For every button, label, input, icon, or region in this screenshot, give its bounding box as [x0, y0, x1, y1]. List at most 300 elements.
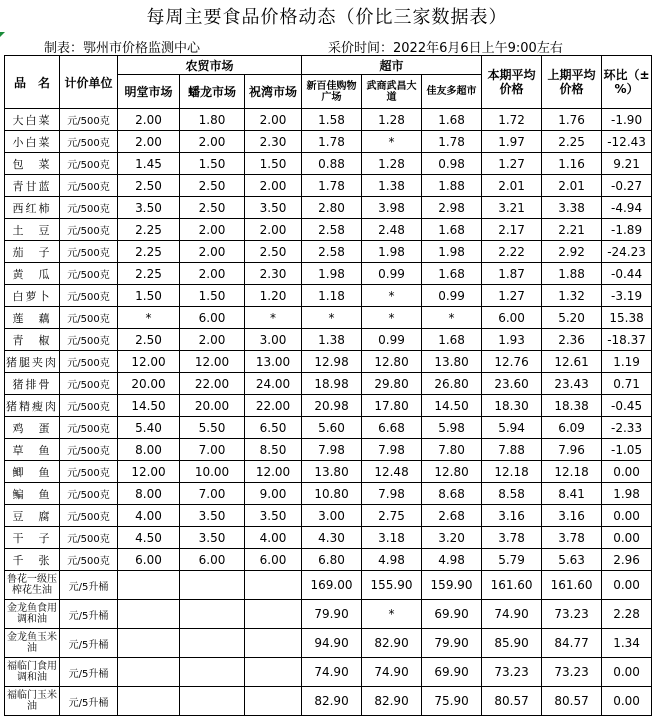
change-percent-cell[interactable]: -4.94: [602, 197, 652, 219]
store-2-price-cell[interactable]: 7.98: [362, 483, 422, 505]
unit-cell[interactable]: 元/500克: [60, 461, 118, 483]
market-2-price-cell[interactable]: 22.00: [180, 373, 245, 395]
item-name-cell[interactable]: 猪排骨: [5, 373, 60, 395]
page-title: 每周主要食品价格动态（价比三家数据表）: [146, 7, 508, 28]
market-3-price-cell[interactable]: 2.00: [245, 219, 302, 241]
header-previous-avg: 上期平均价格: [542, 56, 602, 109]
unit-cell[interactable]: 元/5升桶: [60, 600, 118, 629]
store-1-price-cell[interactable]: 0.88: [302, 153, 362, 175]
market-1-price-cell[interactable]: 5.40: [118, 417, 180, 439]
item-name-cell[interactable]: 猪精瘦肉: [5, 395, 60, 417]
store-2-price-cell[interactable]: 74.90: [362, 658, 422, 687]
market-1-price-cell[interactable]: [118, 600, 180, 629]
current-avg-cell[interactable]: 161.60: [482, 571, 542, 600]
current-avg-cell[interactable]: 7.88: [482, 439, 542, 461]
market-2-price-cell[interactable]: 7.00: [180, 483, 245, 505]
store-2-price-cell[interactable]: 2.75: [362, 505, 422, 527]
table-row: [5, 219, 652, 241]
change-percent-cell[interactable]: -2.33: [602, 417, 652, 439]
store-1-price-cell[interactable]: 79.90: [302, 600, 362, 629]
unit-cell[interactable]: 元/500克: [60, 241, 118, 263]
current-avg-cell[interactable]: 3.21: [482, 197, 542, 219]
item-name-cell[interactable]: 土 豆: [5, 219, 60, 241]
current-avg-cell[interactable]: 1.87: [482, 263, 542, 285]
store-1-price-cell[interactable]: 1.38: [302, 329, 362, 351]
table-row: [5, 197, 652, 219]
current-avg-cell[interactable]: 1.97: [482, 131, 542, 153]
store-2-price-cell[interactable]: 1.28: [362, 109, 422, 131]
previous-avg-cell[interactable]: 1.88: [542, 263, 602, 285]
market-1-price-cell[interactable]: 14.50: [118, 395, 180, 417]
current-avg-cell[interactable]: 12.18: [482, 461, 542, 483]
market-1-price-cell[interactable]: 12.00: [118, 461, 180, 483]
market-3-price-cell[interactable]: 13.00: [245, 351, 302, 373]
item-name-cell[interactable]: 西红柿: [5, 197, 60, 219]
item-name-cell[interactable]: 福临门玉米油: [5, 687, 60, 716]
store-3-price-cell[interactable]: 79.90: [422, 629, 482, 658]
store-1-price-cell[interactable]: 4.30: [302, 527, 362, 549]
market-3-price-cell[interactable]: 3.00: [245, 329, 302, 351]
market-3-price-cell[interactable]: [245, 658, 302, 687]
unit-cell[interactable]: 元/500克: [60, 153, 118, 175]
store-2-price-cell[interactable]: 155.90: [362, 571, 422, 600]
header-market-1: 明堂市场: [118, 75, 180, 109]
market-3-price-cell[interactable]: [245, 687, 302, 716]
previous-avg-cell[interactable]: 7.96: [542, 439, 602, 461]
current-avg-cell[interactable]: 6.00: [482, 307, 542, 329]
market-2-price-cell[interactable]: 2.00: [180, 263, 245, 285]
market-1-price-cell[interactable]: 1.45: [118, 153, 180, 175]
market-2-price-cell[interactable]: 10.00: [180, 461, 245, 483]
store-3-price-cell[interactable]: 69.90: [422, 600, 482, 629]
store-2-price-cell[interactable]: 12.80: [362, 351, 422, 373]
change-percent-cell[interactable]: 2.96: [602, 549, 652, 571]
store-3-price-cell[interactable]: 75.90: [422, 687, 482, 716]
current-avg-cell[interactable]: 23.60: [482, 373, 542, 395]
market-2-price-cell[interactable]: [180, 658, 245, 687]
change-percent-cell[interactable]: 0.00: [602, 527, 652, 549]
store-3-price-cell[interactable]: 1.68: [422, 263, 482, 285]
item-name-cell[interactable]: 白萝卜: [5, 285, 60, 307]
item-name-cell[interactable]: 干 子: [5, 527, 60, 549]
change-percent-cell[interactable]: -12.43: [602, 131, 652, 153]
store-3-price-cell[interactable]: 2.68: [422, 505, 482, 527]
market-3-price-cell[interactable]: 22.00: [245, 395, 302, 417]
item-name-cell[interactable]: 茄 子: [5, 241, 60, 263]
change-percent-cell[interactable]: 0.00: [602, 571, 652, 600]
store-3-price-cell[interactable]: 1.78: [422, 131, 482, 153]
item-name-cell[interactable]: 黄 瓜: [5, 263, 60, 285]
previous-avg-cell[interactable]: 1.16: [542, 153, 602, 175]
current-avg-cell[interactable]: 73.23: [482, 658, 542, 687]
market-1-price-cell[interactable]: 2.25: [118, 263, 180, 285]
market-2-price-cell[interactable]: 6.00: [180, 307, 245, 329]
previous-avg-cell[interactable]: 12.61: [542, 351, 602, 373]
item-name-cell[interactable]: 豆 腐: [5, 505, 60, 527]
unit-cell[interactable]: 元/500克: [60, 527, 118, 549]
change-percent-cell[interactable]: 0.00: [602, 687, 652, 716]
current-avg-cell[interactable]: 1.27: [482, 285, 542, 307]
market-3-price-cell[interactable]: 4.00: [245, 527, 302, 549]
market-2-price-cell[interactable]: 2.00: [180, 131, 245, 153]
change-percent-cell[interactable]: 1.98: [602, 483, 652, 505]
unit-cell[interactable]: 元/5升桶: [60, 571, 118, 600]
change-percent-cell[interactable]: -0.27: [602, 175, 652, 197]
item-name-cell[interactable]: 鸡 蛋: [5, 417, 60, 439]
market-1-price-cell[interactable]: 2.50: [118, 329, 180, 351]
market-3-price-cell[interactable]: [245, 600, 302, 629]
store-3-price-cell[interactable]: 1.68: [422, 109, 482, 131]
market-1-price-cell[interactable]: 8.00: [118, 483, 180, 505]
store-1-price-cell[interactable]: 2.80: [302, 197, 362, 219]
unit-cell[interactable]: 元/500克: [60, 131, 118, 153]
market-2-price-cell[interactable]: 6.00: [180, 549, 245, 571]
market-3-price-cell[interactable]: 3.50: [245, 197, 302, 219]
store-3-price-cell[interactable]: 4.98: [422, 549, 482, 571]
item-name-cell[interactable]: 鲫 鱼: [5, 461, 60, 483]
header-store-3: 佳友多超市: [422, 75, 482, 109]
change-percent-cell[interactable]: -1.89: [602, 219, 652, 241]
store-3-price-cell[interactable]: *: [422, 307, 482, 329]
market-1-price-cell[interactable]: [118, 629, 180, 658]
store-1-price-cell[interactable]: 13.80: [302, 461, 362, 483]
market-2-price-cell[interactable]: 7.00: [180, 439, 245, 461]
store-2-price-cell[interactable]: 1.38: [362, 175, 422, 197]
market-3-price-cell[interactable]: 3.50: [245, 505, 302, 527]
item-name-cell[interactable]: 小白菜: [5, 131, 60, 153]
unit-cell[interactable]: 元/500克: [60, 505, 118, 527]
market-2-price-cell[interactable]: [180, 629, 245, 658]
market-2-price-cell[interactable]: 2.50: [180, 197, 245, 219]
current-avg-cell[interactable]: 85.90: [482, 629, 542, 658]
current-avg-cell[interactable]: 5.94: [482, 417, 542, 439]
store-1-price-cell[interactable]: 94.90: [302, 629, 362, 658]
store-1-price-cell[interactable]: *: [302, 307, 362, 329]
change-percent-cell[interactable]: -1.90: [602, 109, 652, 131]
market-3-price-cell[interactable]: 2.30: [245, 131, 302, 153]
store-1-price-cell[interactable]: 12.98: [302, 351, 362, 373]
previous-avg-cell[interactable]: 2.36: [542, 329, 602, 351]
market-3-price-cell[interactable]: [245, 629, 302, 658]
previous-avg-cell[interactable]: 2.21: [542, 219, 602, 241]
current-avg-cell[interactable]: 80.57: [482, 687, 542, 716]
table-row: [5, 600, 652, 629]
change-percent-cell[interactable]: -0.45: [602, 395, 652, 417]
store-2-price-cell[interactable]: 1.98: [362, 241, 422, 263]
market-1-price-cell[interactable]: 2.50: [118, 175, 180, 197]
current-avg-cell[interactable]: 3.16: [482, 505, 542, 527]
market-1-price-cell[interactable]: 4.00: [118, 505, 180, 527]
store-1-price-cell[interactable]: 6.80: [302, 549, 362, 571]
market-2-price-cell[interactable]: 3.50: [180, 505, 245, 527]
market-3-price-cell[interactable]: 2.00: [245, 175, 302, 197]
previous-avg-cell[interactable]: 1.32: [542, 285, 602, 307]
table-row: [5, 307, 652, 329]
market-2-price-cell[interactable]: 20.00: [180, 395, 245, 417]
item-name-cell[interactable]: 莲 藕: [5, 307, 60, 329]
change-percent-cell[interactable]: 9.21: [602, 153, 652, 175]
store-3-price-cell[interactable]: 26.80: [422, 373, 482, 395]
market-2-price-cell[interactable]: 2.00: [180, 241, 245, 263]
previous-avg-cell[interactable]: 73.23: [542, 600, 602, 629]
market-2-price-cell[interactable]: 2.00: [180, 329, 245, 351]
market-2-price-cell[interactable]: 1.50: [180, 285, 245, 307]
store-3-price-cell[interactable]: 159.90: [422, 571, 482, 600]
market-1-price-cell[interactable]: 2.00: [118, 131, 180, 153]
store-1-price-cell[interactable]: 74.90: [302, 658, 362, 687]
previous-avg-cell[interactable]: 3.78: [542, 527, 602, 549]
store-2-price-cell[interactable]: *: [362, 285, 422, 307]
previous-avg-cell[interactable]: 3.16: [542, 505, 602, 527]
market-1-price-cell[interactable]: 12.00: [118, 351, 180, 373]
price-table: [4, 55, 652, 716]
current-avg-cell[interactable]: 1.27: [482, 153, 542, 175]
market-1-price-cell[interactable]: 8.00: [118, 439, 180, 461]
store-2-price-cell[interactable]: 0.99: [362, 329, 422, 351]
unit-cell[interactable]: 元/500克: [60, 483, 118, 505]
previous-avg-cell[interactable]: 73.23: [542, 658, 602, 687]
store-3-price-cell[interactable]: 0.98: [422, 153, 482, 175]
store-3-price-cell[interactable]: 8.68: [422, 483, 482, 505]
item-name-cell[interactable]: 大白菜: [5, 109, 60, 131]
unit-cell[interactable]: 元/500克: [60, 351, 118, 373]
item-name-cell[interactable]: 猪腿夹肉: [5, 351, 60, 373]
item-name-cell[interactable]: 青甘蓝: [5, 175, 60, 197]
previous-avg-cell[interactable]: 3.38: [542, 197, 602, 219]
market-2-price-cell[interactable]: 5.50: [180, 417, 245, 439]
market-2-price-cell[interactable]: [180, 600, 245, 629]
market-3-price-cell[interactable]: 24.00: [245, 373, 302, 395]
market-1-price-cell[interactable]: [118, 571, 180, 600]
unit-cell[interactable]: 元/500克: [60, 285, 118, 307]
market-1-price-cell[interactable]: [118, 658, 180, 687]
previous-avg-cell[interactable]: 2.25: [542, 131, 602, 153]
market-3-price-cell[interactable]: *: [245, 307, 302, 329]
store-2-price-cell[interactable]: 82.90: [362, 629, 422, 658]
change-percent-cell[interactable]: 1.19: [602, 351, 652, 373]
market-1-price-cell[interactable]: 2.25: [118, 241, 180, 263]
market-1-price-cell[interactable]: 3.50: [118, 197, 180, 219]
market-2-price-cell[interactable]: [180, 687, 245, 716]
unit-cell[interactable]: 元/500克: [60, 307, 118, 329]
change-percent-cell[interactable]: 1.34: [602, 629, 652, 658]
table-row: [5, 285, 652, 307]
market-2-price-cell[interactable]: 1.80: [180, 109, 245, 131]
store-2-price-cell[interactable]: 17.80: [362, 395, 422, 417]
store-2-price-cell[interactable]: 3.18: [362, 527, 422, 549]
market-1-price-cell[interactable]: 2.25: [118, 219, 180, 241]
store-1-price-cell[interactable]: 20.98: [302, 395, 362, 417]
unit-cell[interactable]: 元/5升桶: [60, 629, 118, 658]
current-avg-cell[interactable]: 74.90: [482, 600, 542, 629]
market-3-price-cell[interactable]: 8.50: [245, 439, 302, 461]
previous-avg-cell[interactable]: 6.09: [542, 417, 602, 439]
market-1-price-cell[interactable]: 20.00: [118, 373, 180, 395]
previous-avg-cell[interactable]: 12.18: [542, 461, 602, 483]
market-3-price-cell[interactable]: 9.00: [245, 483, 302, 505]
store-1-price-cell[interactable]: 1.98: [302, 263, 362, 285]
current-avg-cell[interactable]: 2.22: [482, 241, 542, 263]
current-avg-cell[interactable]: 5.79: [482, 549, 542, 571]
market-1-price-cell[interactable]: 6.00: [118, 549, 180, 571]
market-3-price-cell[interactable]: 1.50: [245, 153, 302, 175]
previous-avg-cell[interactable]: 2.92: [542, 241, 602, 263]
item-name-cell[interactable]: 鲁花一级压榨花生油: [5, 571, 60, 600]
change-percent-cell[interactable]: 15.38: [602, 307, 652, 329]
store-2-price-cell[interactable]: *: [362, 600, 422, 629]
store-1-price-cell[interactable]: 7.98: [302, 439, 362, 461]
store-2-price-cell[interactable]: 3.98: [362, 197, 422, 219]
table-row: [5, 658, 652, 687]
change-percent-cell[interactable]: 0.00: [602, 505, 652, 527]
store-2-price-cell[interactable]: 82.90: [362, 687, 422, 716]
store-1-price-cell[interactable]: 1.58: [302, 109, 362, 131]
store-2-price-cell[interactable]: 4.98: [362, 549, 422, 571]
market-3-price-cell[interactable]: 6.50: [245, 417, 302, 439]
previous-avg-cell[interactable]: 23.43: [542, 373, 602, 395]
store-2-price-cell[interactable]: 12.48: [362, 461, 422, 483]
store-1-price-cell[interactable]: 18.98: [302, 373, 362, 395]
current-avg-cell[interactable]: 12.76: [482, 351, 542, 373]
previous-avg-cell[interactable]: 1.76: [542, 109, 602, 131]
current-avg-cell[interactable]: 3.78: [482, 527, 542, 549]
store-1-price-cell[interactable]: 2.58: [302, 219, 362, 241]
previous-avg-cell[interactable]: 2.01: [542, 175, 602, 197]
market-2-price-cell[interactable]: 3.50: [180, 527, 245, 549]
store-1-price-cell[interactable]: 1.18: [302, 285, 362, 307]
store-3-price-cell[interactable]: 0.99: [422, 285, 482, 307]
market-1-price-cell[interactable]: 4.50: [118, 527, 180, 549]
store-3-price-cell[interactable]: 12.80: [422, 461, 482, 483]
current-avg-cell[interactable]: 2.17: [482, 219, 542, 241]
store-2-price-cell[interactable]: 6.68: [362, 417, 422, 439]
change-percent-cell[interactable]: -18.37: [602, 329, 652, 351]
store-3-price-cell[interactable]: 1.68: [422, 219, 482, 241]
market-2-price-cell[interactable]: 1.50: [180, 153, 245, 175]
store-2-price-cell[interactable]: 29.80: [362, 373, 422, 395]
previous-avg-cell[interactable]: 5.63: [542, 549, 602, 571]
store-2-price-cell[interactable]: 1.28: [362, 153, 422, 175]
change-percent-cell[interactable]: 0.71: [602, 373, 652, 395]
unit-cell[interactable]: 元/5升桶: [60, 658, 118, 687]
market-1-price-cell[interactable]: 1.50: [118, 285, 180, 307]
unit-cell[interactable]: 元/500克: [60, 373, 118, 395]
current-avg-cell[interactable]: 2.01: [482, 175, 542, 197]
store-1-price-cell[interactable]: 5.60: [302, 417, 362, 439]
previous-avg-cell[interactable]: 161.60: [542, 571, 602, 600]
store-1-price-cell[interactable]: 1.78: [302, 131, 362, 153]
change-percent-cell[interactable]: -24.23: [602, 241, 652, 263]
unit-cell[interactable]: 元/5升桶: [60, 687, 118, 716]
unit-cell[interactable]: 元/500克: [60, 263, 118, 285]
store-2-price-cell[interactable]: 2.48: [362, 219, 422, 241]
item-name-cell[interactable]: 草 鱼: [5, 439, 60, 461]
store-1-price-cell[interactable]: 1.78: [302, 175, 362, 197]
store-1-price-cell[interactable]: 169.00: [302, 571, 362, 600]
market-3-price-cell[interactable]: 1.20: [245, 285, 302, 307]
change-percent-cell[interactable]: -1.05: [602, 439, 652, 461]
store-3-price-cell[interactable]: 1.68: [422, 329, 482, 351]
unit-cell[interactable]: 元/500克: [60, 329, 118, 351]
header-supermarket: 超市: [302, 56, 482, 75]
item-name-cell[interactable]: 金龙鱼食用调和油: [5, 600, 60, 629]
store-3-price-cell[interactable]: 5.98: [422, 417, 482, 439]
store-2-price-cell[interactable]: *: [362, 131, 422, 153]
market-2-price-cell[interactable]: 12.00: [180, 351, 245, 373]
current-avg-cell[interactable]: 1.93: [482, 329, 542, 351]
change-percent-cell[interactable]: 2.28: [602, 600, 652, 629]
store-3-price-cell[interactable]: 3.20: [422, 527, 482, 549]
previous-avg-cell[interactable]: 8.41: [542, 483, 602, 505]
market-2-price-cell[interactable]: [180, 571, 245, 600]
previous-avg-cell[interactable]: 5.20: [542, 307, 602, 329]
store-2-price-cell[interactable]: 7.98: [362, 439, 422, 461]
item-name-cell[interactable]: 鳊 鱼: [5, 483, 60, 505]
item-name-cell[interactable]: 包 菜: [5, 153, 60, 175]
unit-cell[interactable]: 元/500克: [60, 109, 118, 131]
current-avg-cell[interactable]: 8.58: [482, 483, 542, 505]
store-1-price-cell[interactable]: 82.90: [302, 687, 362, 716]
store-2-price-cell[interactable]: 0.99: [362, 263, 422, 285]
store-2-price-cell[interactable]: *: [362, 307, 422, 329]
item-name-cell[interactable]: 千 张: [5, 549, 60, 571]
table-row: [5, 263, 652, 285]
market-3-price-cell[interactable]: 2.50: [245, 241, 302, 263]
store-3-price-cell[interactable]: 1.88: [422, 175, 482, 197]
current-avg-cell[interactable]: 18.30: [482, 395, 542, 417]
market-3-price-cell[interactable]: 6.00: [245, 549, 302, 571]
change-percent-cell[interactable]: 0.00: [602, 658, 652, 687]
store-3-price-cell[interactable]: 7.80: [422, 439, 482, 461]
market-2-price-cell[interactable]: 2.50: [180, 175, 245, 197]
store-1-price-cell[interactable]: 3.00: [302, 505, 362, 527]
market-3-price-cell[interactable]: 12.00: [245, 461, 302, 483]
market-3-price-cell[interactable]: [245, 571, 302, 600]
current-avg-cell[interactable]: 1.72: [482, 109, 542, 131]
unit-cell[interactable]: 元/500克: [60, 549, 118, 571]
market-1-price-cell[interactable]: 2.00: [118, 109, 180, 131]
unit-cell[interactable]: 元/500克: [60, 219, 118, 241]
store-3-price-cell[interactable]: 1.98: [422, 241, 482, 263]
market-3-price-cell[interactable]: 2.30: [245, 263, 302, 285]
table-row: [5, 549, 652, 571]
change-percent-cell[interactable]: -3.19: [602, 285, 652, 307]
store-1-price-cell[interactable]: 10.80: [302, 483, 362, 505]
unit-cell[interactable]: 元/500克: [60, 439, 118, 461]
market-1-price-cell[interactable]: *: [118, 307, 180, 329]
unit-cell[interactable]: 元/500克: [60, 197, 118, 219]
market-3-price-cell[interactable]: 2.00: [245, 109, 302, 131]
market-2-price-cell[interactable]: 2.00: [180, 219, 245, 241]
previous-avg-cell[interactable]: 84.77: [542, 629, 602, 658]
change-percent-cell[interactable]: -0.44: [602, 263, 652, 285]
unit-cell[interactable]: 元/500克: [60, 175, 118, 197]
store-3-price-cell[interactable]: 69.90: [422, 658, 482, 687]
item-name-cell[interactable]: 福临门食用调和油: [5, 658, 60, 687]
store-3-price-cell[interactable]: 13.80: [422, 351, 482, 373]
item-name-cell[interactable]: 青 椒: [5, 329, 60, 351]
unit-cell[interactable]: 元/500克: [60, 417, 118, 439]
store-3-price-cell[interactable]: 2.98: [422, 197, 482, 219]
item-name-cell[interactable]: 金龙鱼玉米油: [5, 629, 60, 658]
unit-cell[interactable]: 元/500克: [60, 395, 118, 417]
store-1-price-cell[interactable]: 2.58: [302, 241, 362, 263]
previous-avg-cell[interactable]: 80.57: [542, 687, 602, 716]
previous-avg-cell[interactable]: 18.38: [542, 395, 602, 417]
change-percent-cell[interactable]: 0.00: [602, 461, 652, 483]
market-1-price-cell[interactable]: [118, 687, 180, 716]
store-3-price-cell[interactable]: 14.50: [422, 395, 482, 417]
